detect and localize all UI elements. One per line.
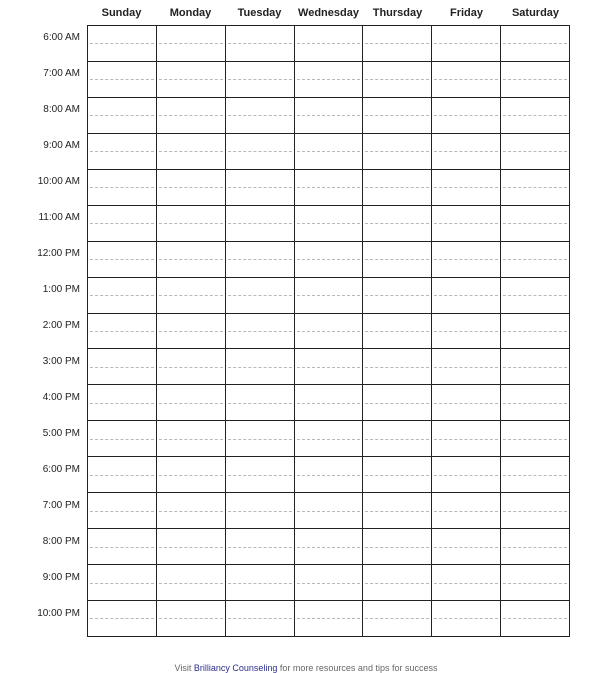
schedule-slot[interactable]	[226, 564, 294, 600]
schedule-slot[interactable]	[157, 241, 225, 277]
schedule-slot[interactable]	[88, 205, 156, 241]
half-hour-divider	[228, 115, 292, 116]
schedule-slot[interactable]	[295, 456, 363, 492]
time-label: 8:00 PM	[42, 536, 80, 547]
schedule-slot[interactable]	[295, 492, 363, 528]
time-label: 6:00 AM	[43, 32, 80, 43]
schedule-slot[interactable]	[501, 384, 569, 420]
schedule-slot[interactable]	[226, 313, 294, 349]
half-hour-divider	[90, 223, 154, 224]
schedule-slot[interactable]	[363, 61, 431, 97]
half-hour-divider	[90, 583, 154, 584]
half-hour-divider	[503, 367, 567, 368]
time-label: 1:00 PM	[42, 284, 80, 295]
time-label: 10:00 AM	[37, 176, 80, 187]
time-label: 3:00 PM	[42, 356, 80, 367]
schedule-slot[interactable]	[363, 492, 431, 528]
half-hour-divider	[365, 618, 429, 619]
schedule-slot[interactable]	[157, 384, 225, 420]
schedule-slot[interactable]	[295, 348, 363, 384]
half-hour-divider	[434, 547, 498, 548]
schedule-slot[interactable]	[157, 313, 225, 349]
half-hour-divider	[297, 618, 361, 619]
schedule-slot[interactable]	[295, 241, 363, 277]
half-hour-divider	[90, 295, 154, 296]
schedule-slot[interactable]	[501, 133, 569, 169]
time-label: 9:00 AM	[43, 140, 80, 151]
half-hour-divider	[90, 79, 154, 80]
half-hour-divider	[159, 547, 223, 548]
schedule-slot[interactable]	[226, 61, 294, 97]
schedule-slot[interactable]	[226, 169, 294, 205]
schedule-slot[interactable]	[501, 61, 569, 97]
schedule-slot[interactable]	[432, 528, 500, 564]
schedule-slot[interactable]	[157, 564, 225, 600]
half-hour-divider	[365, 115, 429, 116]
schedule-slot[interactable]	[363, 313, 431, 349]
schedule-slot[interactable]	[295, 384, 363, 420]
time-label: 4:00 PM	[42, 392, 80, 403]
schedule-slot[interactable]	[363, 420, 431, 456]
half-hour-divider	[228, 583, 292, 584]
half-hour-divider	[297, 475, 361, 476]
time-label: 8:00 AM	[43, 104, 80, 115]
half-hour-divider	[90, 439, 154, 440]
schedule-slot[interactable]	[432, 133, 500, 169]
half-hour-divider	[503, 115, 567, 116]
day-header-tuesday: Tuesday	[237, 7, 282, 19]
day-column-friday	[431, 26, 500, 636]
schedule-slot[interactable]	[157, 97, 225, 133]
half-hour-divider	[159, 187, 223, 188]
schedule-slot[interactable]	[501, 564, 569, 600]
schedule-slot[interactable]	[88, 456, 156, 492]
time-label: 9:00 PM	[42, 572, 80, 583]
half-hour-divider	[365, 547, 429, 548]
half-hour-divider	[159, 79, 223, 80]
day-column-sunday	[88, 26, 156, 636]
half-hour-divider	[434, 223, 498, 224]
half-hour-divider	[434, 331, 498, 332]
schedule-slot[interactable]	[157, 26, 225, 61]
half-hour-divider	[365, 439, 429, 440]
schedule-slot[interactable]	[432, 277, 500, 313]
half-hour-divider	[297, 43, 361, 44]
schedule-slot[interactable]	[88, 492, 156, 528]
schedule-slot[interactable]	[88, 564, 156, 600]
schedule-slot[interactable]	[88, 313, 156, 349]
schedule-slot[interactable]	[363, 564, 431, 600]
half-hour-divider	[365, 583, 429, 584]
half-hour-divider	[90, 115, 154, 116]
schedule-slot[interactable]	[363, 97, 431, 133]
half-hour-divider	[90, 403, 154, 404]
half-hour-divider	[228, 547, 292, 548]
brilliancy-counseling-link[interactable]: Brilliancy Counseling	[193, 663, 278, 673]
schedule-slot[interactable]	[363, 456, 431, 492]
schedule-slot[interactable]	[432, 384, 500, 420]
schedule-slot[interactable]	[88, 61, 156, 97]
half-hour-divider	[90, 618, 154, 619]
half-hour-divider	[365, 511, 429, 512]
half-hour-divider	[228, 511, 292, 512]
schedule-slot[interactable]	[88, 277, 156, 313]
schedule-slot[interactable]	[363, 133, 431, 169]
time-label: 2:00 PM	[42, 320, 80, 331]
schedule-slot[interactable]	[501, 456, 569, 492]
half-hour-divider	[228, 618, 292, 619]
half-hour-divider	[503, 151, 567, 152]
half-hour-divider	[365, 187, 429, 188]
half-hour-divider	[159, 223, 223, 224]
day-column-saturday	[500, 26, 569, 636]
schedule-slot[interactable]	[88, 420, 156, 456]
half-hour-divider	[297, 367, 361, 368]
schedule-slot[interactable]	[363, 241, 431, 277]
half-hour-divider	[365, 223, 429, 224]
half-hour-divider	[365, 295, 429, 296]
half-hour-divider	[228, 439, 292, 440]
half-hour-divider	[159, 367, 223, 368]
half-hour-divider	[297, 187, 361, 188]
schedule-slot[interactable]	[501, 241, 569, 277]
schedule-slot[interactable]	[501, 313, 569, 349]
schedule-slot[interactable]	[501, 97, 569, 133]
half-hour-divider	[159, 151, 223, 152]
day-column-monday	[156, 26, 225, 636]
schedule-slot[interactable]	[226, 456, 294, 492]
schedule-slot[interactable]	[157, 492, 225, 528]
half-hour-divider	[228, 187, 292, 188]
schedule-slot[interactable]	[501, 348, 569, 384]
schedule-slot[interactable]	[295, 564, 363, 600]
half-hour-divider	[503, 618, 567, 619]
day-header-saturday: Saturday	[511, 7, 560, 19]
half-hour-divider	[434, 439, 498, 440]
half-hour-divider	[228, 403, 292, 404]
half-hour-divider	[434, 151, 498, 152]
schedule-slot[interactable]	[501, 26, 569, 61]
schedule-slot[interactable]	[88, 169, 156, 205]
schedule-slot[interactable]	[295, 600, 363, 636]
schedule-slot[interactable]	[501, 205, 569, 241]
half-hour-divider	[434, 259, 498, 260]
half-hour-divider	[159, 43, 223, 44]
schedule-slot[interactable]	[157, 61, 225, 97]
schedule-slot[interactable]	[295, 420, 363, 456]
half-hour-divider	[159, 115, 223, 116]
schedule-slot[interactable]	[295, 61, 363, 97]
schedule-slot[interactable]	[501, 600, 569, 636]
footer-note	[0, 663, 612, 673]
schedule-slot[interactable]	[226, 348, 294, 384]
half-hour-divider	[159, 511, 223, 512]
schedule-slot[interactable]	[432, 420, 500, 456]
half-hour-divider	[297, 331, 361, 332]
schedule-slot[interactable]	[501, 528, 569, 564]
day-header-wednesday: Wednesday	[298, 7, 359, 19]
footer-suffix: for more resources and tips for success	[277, 663, 438, 673]
day-column-tuesday	[225, 26, 294, 636]
schedule-slot[interactable]	[226, 277, 294, 313]
schedule-slot[interactable]	[226, 600, 294, 636]
schedule-slot[interactable]	[295, 205, 363, 241]
half-hour-divider	[503, 403, 567, 404]
half-hour-divider	[159, 331, 223, 332]
half-hour-divider	[365, 259, 429, 260]
half-hour-divider	[365, 367, 429, 368]
half-hour-divider	[434, 403, 498, 404]
half-hour-divider	[365, 151, 429, 152]
half-hour-divider	[159, 295, 223, 296]
schedule-slot[interactable]	[157, 348, 225, 384]
schedule-slot[interactable]	[363, 169, 431, 205]
half-hour-divider	[434, 618, 498, 619]
schedule-slot[interactable]	[432, 313, 500, 349]
schedule-slot[interactable]	[432, 241, 500, 277]
schedule-slot[interactable]	[363, 528, 431, 564]
half-hour-divider	[90, 475, 154, 476]
half-hour-divider	[434, 115, 498, 116]
half-hour-divider	[434, 295, 498, 296]
time-label: 5:00 PM	[42, 428, 80, 439]
half-hour-divider	[365, 331, 429, 332]
schedule-slot[interactable]	[363, 26, 431, 61]
day-header-friday: Friday	[449, 7, 483, 19]
schedule-slot[interactable]	[295, 169, 363, 205]
schedule-slot[interactable]	[157, 169, 225, 205]
half-hour-divider	[297, 151, 361, 152]
half-hour-divider	[90, 187, 154, 188]
schedule-slot[interactable]	[226, 492, 294, 528]
time-label: 6:00 PM	[42, 464, 80, 475]
half-hour-divider	[434, 475, 498, 476]
half-hour-divider	[90, 259, 154, 260]
half-hour-divider	[297, 259, 361, 260]
day-header-thursday: Thursday	[372, 7, 423, 19]
time-label: 12:00 PM	[37, 248, 80, 259]
half-hour-divider	[297, 547, 361, 548]
half-hour-divider	[503, 547, 567, 548]
half-hour-divider	[434, 43, 498, 44]
time-label: 7:00 AM	[43, 68, 80, 79]
schedule-slot[interactable]	[157, 600, 225, 636]
schedule-slot[interactable]	[226, 26, 294, 61]
schedule-slot[interactable]	[363, 348, 431, 384]
half-hour-divider	[90, 547, 154, 548]
schedule-slot[interactable]	[88, 26, 156, 61]
half-hour-divider	[90, 511, 154, 512]
schedule-slot[interactable]	[501, 277, 569, 313]
time-label-column	[0, 25, 84, 637]
half-hour-divider	[503, 259, 567, 260]
schedule-slot[interactable]	[363, 384, 431, 420]
schedule-slot[interactable]	[432, 169, 500, 205]
schedule-slot[interactable]	[432, 97, 500, 133]
half-hour-divider	[297, 223, 361, 224]
day-header-monday: Monday	[169, 7, 212, 19]
half-hour-divider	[503, 511, 567, 512]
half-hour-divider	[228, 43, 292, 44]
half-hour-divider	[365, 79, 429, 80]
schedule-slot[interactable]	[432, 492, 500, 528]
schedule-slot[interactable]	[432, 348, 500, 384]
schedule-slot[interactable]	[226, 528, 294, 564]
schedule-slot[interactable]	[88, 600, 156, 636]
schedule-slot[interactable]	[363, 277, 431, 313]
schedule-slot[interactable]	[432, 564, 500, 600]
half-hour-divider	[228, 475, 292, 476]
half-hour-divider	[228, 295, 292, 296]
time-label: 7:00 PM	[42, 500, 80, 511]
half-hour-divider	[90, 43, 154, 44]
footer-prefix: Visit	[174, 663, 194, 673]
schedule-slot[interactable]	[295, 97, 363, 133]
schedule-slot[interactable]	[88, 528, 156, 564]
half-hour-divider	[297, 583, 361, 584]
half-hour-divider	[503, 79, 567, 80]
half-hour-divider	[503, 295, 567, 296]
schedule-slot[interactable]	[226, 241, 294, 277]
schedule-slot[interactable]	[363, 205, 431, 241]
half-hour-divider	[503, 439, 567, 440]
half-hour-divider	[503, 475, 567, 476]
schedule-slot[interactable]	[88, 348, 156, 384]
half-hour-divider	[434, 511, 498, 512]
day-column-wednesday	[294, 26, 363, 636]
half-hour-divider	[503, 223, 567, 224]
half-hour-divider	[228, 223, 292, 224]
schedule-slot[interactable]	[295, 133, 363, 169]
half-hour-divider	[434, 367, 498, 368]
half-hour-divider	[297, 403, 361, 404]
half-hour-divider	[159, 259, 223, 260]
half-hour-divider	[90, 367, 154, 368]
half-hour-divider	[503, 187, 567, 188]
schedule-slot[interactable]	[295, 313, 363, 349]
schedule-slot[interactable]	[432, 26, 500, 61]
half-hour-divider	[159, 403, 223, 404]
half-hour-divider	[434, 187, 498, 188]
half-hour-divider	[159, 583, 223, 584]
day-column-thursday	[362, 26, 431, 636]
schedule-slot[interactable]	[295, 26, 363, 61]
half-hour-divider	[228, 367, 292, 368]
schedule-slot[interactable]	[501, 169, 569, 205]
schedule-slot[interactable]	[157, 133, 225, 169]
half-hour-divider	[228, 151, 292, 152]
schedule-slot[interactable]	[157, 528, 225, 564]
schedule-slot[interactable]	[432, 456, 500, 492]
half-hour-divider	[90, 331, 154, 332]
time-label: 11:00 AM	[38, 212, 80, 223]
half-hour-divider	[228, 259, 292, 260]
half-hour-divider	[159, 475, 223, 476]
day-header-sunday: Sunday	[101, 7, 142, 19]
half-hour-divider	[365, 403, 429, 404]
half-hour-divider	[434, 79, 498, 80]
schedule-slot[interactable]	[226, 97, 294, 133]
half-hour-divider	[503, 583, 567, 584]
schedule-slot[interactable]	[157, 456, 225, 492]
schedule-slot[interactable]	[432, 205, 500, 241]
half-hour-divider	[434, 583, 498, 584]
half-hour-divider	[365, 43, 429, 44]
half-hour-divider	[159, 439, 223, 440]
half-hour-divider	[297, 79, 361, 80]
schedule-slot[interactable]	[226, 205, 294, 241]
schedule-slot[interactable]	[88, 133, 156, 169]
schedule-slot[interactable]	[157, 277, 225, 313]
schedule-slot[interactable]	[88, 97, 156, 133]
half-hour-divider	[159, 618, 223, 619]
half-hour-divider	[297, 511, 361, 512]
half-hour-divider	[228, 331, 292, 332]
half-hour-divider	[90, 151, 154, 152]
schedule-slot[interactable]	[88, 384, 156, 420]
schedule-slot[interactable]	[88, 241, 156, 277]
schedule-slot[interactable]	[432, 600, 500, 636]
half-hour-divider	[503, 43, 567, 44]
schedule-slot[interactable]	[157, 420, 225, 456]
schedule-slot[interactable]	[295, 528, 363, 564]
schedule-slot[interactable]	[226, 133, 294, 169]
time-label: 10:00 PM	[37, 608, 80, 619]
schedule-slot[interactable]	[295, 277, 363, 313]
schedule-slot[interactable]	[226, 420, 294, 456]
schedule-grid	[87, 25, 570, 637]
half-hour-divider	[297, 115, 361, 116]
day-header-row	[87, 0, 570, 25]
half-hour-divider	[297, 439, 361, 440]
schedule-slot[interactable]	[157, 205, 225, 241]
half-hour-divider	[297, 295, 361, 296]
half-hour-divider	[365, 475, 429, 476]
half-hour-divider	[503, 331, 567, 332]
schedule-slot[interactable]	[363, 600, 431, 636]
half-hour-divider	[228, 79, 292, 80]
schedule-slot[interactable]	[432, 61, 500, 97]
schedule-slot[interactable]	[501, 492, 569, 528]
schedule-slot[interactable]	[226, 384, 294, 420]
schedule-slot[interactable]	[501, 420, 569, 456]
